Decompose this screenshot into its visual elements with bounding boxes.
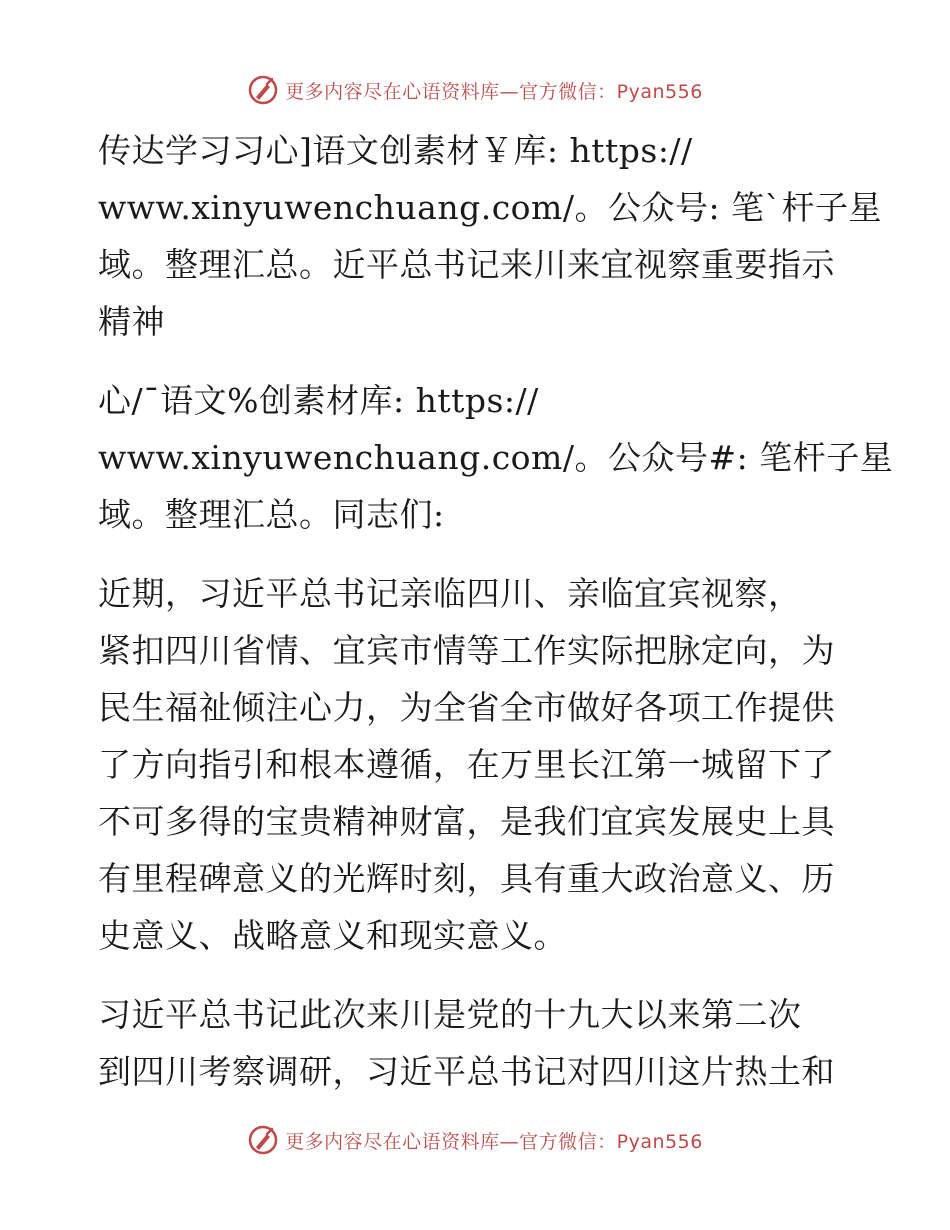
paragraph-greeting — [98, 372, 894, 543]
text-line: www.xinyuwenchuang.com/。公众号#: 笔杆子星 — [98, 438, 894, 477]
text-line: 传达学习习心]语文创素材￥库: https:// — [98, 131, 693, 170]
text-line: 史意义、战略意义和现实意义。 — [98, 916, 567, 955]
text-line: 不可多得的宝贵精神财富，是我们宜宾发展史上具 — [98, 802, 835, 841]
banner-text: 更多内容尽在心语资料库—官方微信：Pyan556 — [285, 80, 703, 103]
text-line: 到四川考察调研，习近平总书记对四川这片热土和 — [98, 1052, 835, 1091]
text-line: 习近平总书记此次来川是党的十九大以来第二次 — [98, 995, 802, 1034]
banner-text: 更多内容尽在心语资料库—官方微信：Pyan556 — [285, 1130, 703, 1153]
paragraph-body-2 — [98, 986, 858, 1100]
paragraph-title — [98, 122, 883, 350]
text-line: 心/¯语文%创素材库: https:// — [98, 381, 539, 420]
paragraph-body-1 — [98, 565, 858, 964]
text-line: www.xinyuwenchuang.com/。公众号: 笔`杆子星 — [98, 188, 883, 227]
text-line: 精神 — [98, 302, 165, 341]
text-line: 近期，习近平总书记亲临四川、亲临宜宾视察， — [98, 574, 802, 613]
text-line: 了方向指引和根本遵循，在万里长江第一城留下了 — [98, 745, 835, 784]
pen-logo-icon — [247, 1124, 279, 1156]
footer-banner — [0, 1120, 950, 1160]
header-banner — [0, 70, 950, 110]
text-line: 域。整理汇总。同志们: — [98, 495, 445, 534]
text-line: 域。整理汇总。近平总书记来川来宜视察重要指示 — [98, 245, 835, 284]
text-line: 有里程碑意义的光辉时刻，具有重大政治意义、历 — [98, 859, 835, 898]
pen-logo-icon — [247, 74, 279, 106]
document-body — [98, 122, 894, 1122]
text-line: 民生福祉倾注心力，为全省全市做好各项工作提供 — [98, 688, 835, 727]
text-line: 紧扣四川省情、宜宾市情等工作实际把脉定向，为 — [98, 631, 835, 670]
